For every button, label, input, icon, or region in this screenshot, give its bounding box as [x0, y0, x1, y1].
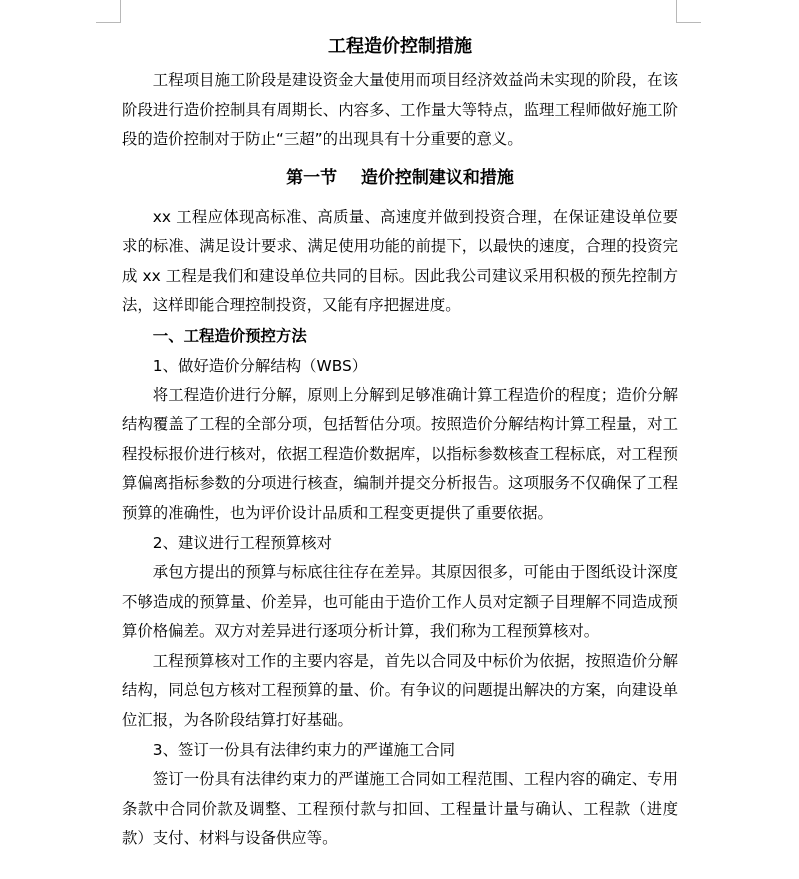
page-corner-mark-top-left [96, 0, 121, 23]
item3-paragraph: 签订一份具有法律约束力的严谨施工合同如工程范围、工程内容的确定、专用条款中合同价款及调整、工程预付款与扣回、工程量计量与确认、工程款（进度款）支付、材料与设备供应等。 [122, 770, 678, 847]
intro-paragraph: 工程项目施工阶段是建设资金大量使用而项目经济效益尚未实现的阶段，在该阶段进行造价控制具有周期长、内容多、工作量大等特点，监理工程师做好施工阶段的造价控制对于防止“三超”的出现具有十分重要的意义。 [122, 71, 678, 148]
item2-heading: 2、建议进行工程预算核对 [152, 534, 332, 552]
section-title: 第一节 造价控制建议和措施 [286, 167, 514, 188]
section-intro-paragraph: xx 工程应体现高标准、高质量、高速度并做到投资合理，在保证建设单位要求的标准、满足设计要求、满足使用功能的前提下，以最快的速度，合理的投资完成 xx 工程是我们和建设单位共同的目标。因此我公司建议采用积极的预先控制方法，这样即能合理控制投资，又能有序把握进度。 [122, 207, 678, 314]
item2-paragraph-2: 工程预算核对工作的主要内容是，首先以合同及中标价为依据，按照造价分解结构，同总包方核对工程预算的量、价。有争议的问题提出解决的方案，向建设单位汇报，为各阶段结算打好基础。 [122, 651, 678, 729]
item3-heading: 3、签订一份具有法律约束力的严谨施工合同 [152, 741, 456, 759]
item1-heading: 1、做好造价分解结构（WBS） [152, 356, 368, 375]
heading-level-1: 一、工程造价预控方法 [152, 326, 307, 345]
document-title: 工程造价控制措施 [328, 36, 472, 57]
item2-paragraph-1: 承包方提出的预算与标底往往存在差异。其原因很多，可能由于图纸设计深度不够造成的预算量、价差异，也可能由于造价工作人员对定额子目理解不同造成预算价格偏差。双方对差异进行逐项分析计算，我们称为工程预算核对。 [122, 563, 678, 640]
page-corner-mark-top-right [676, 0, 701, 23]
item1-paragraph: 将工程造价进行分解，原则上分解到足够准确计算工程造价的程度；造价分解结构覆盖了工程的全部分项，包括暂估分项。按照造价分解结构计算工程量，对工程投标报价进行核对，依据工程造价数据库，以指标参数核查工程标底，对工程预算偏离指标参数的分项进行核查，编制并提交分析报告。这项服务不仅确保了工程预算的准确性，也为评价设计品质和工程变更提供了重要依据。 [122, 385, 678, 522]
document-page [122, 28, 678, 854]
